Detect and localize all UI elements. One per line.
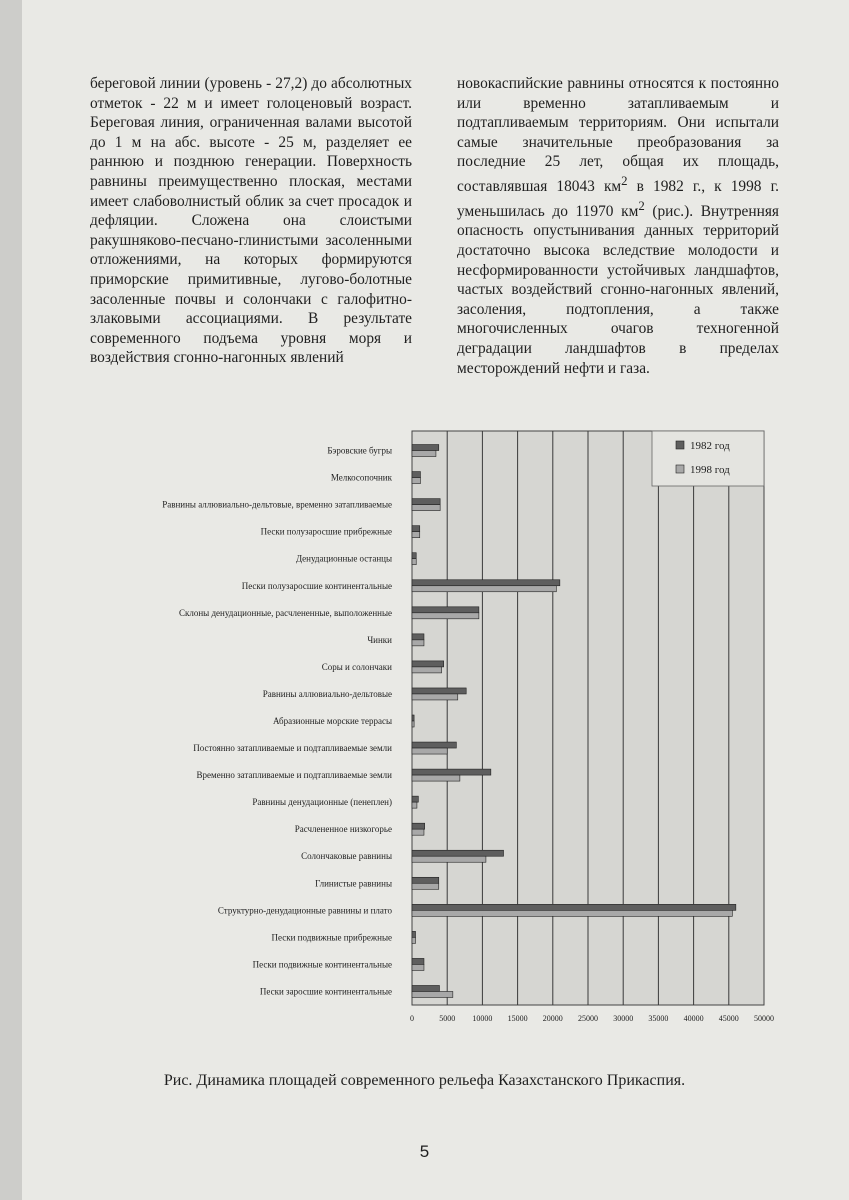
bar-1982 bbox=[412, 985, 439, 991]
bar-1982 bbox=[412, 850, 504, 856]
category-label: Пески полузаросшие континентальные bbox=[241, 580, 392, 591]
bar-1982 bbox=[412, 634, 424, 640]
bar-1998 bbox=[412, 586, 556, 592]
bar-1982 bbox=[412, 931, 416, 937]
bar-1982 bbox=[412, 499, 440, 505]
bar-1982 bbox=[412, 877, 439, 883]
category-label: Чинки bbox=[367, 634, 392, 645]
paragraph-right-part-1: новокаспийские равнины относятся к постоянно или временно затапливаемым и подтапливаемым территориям. Они испытали самые значительные преобразования за последние 25 лет, общая их площадь, составлявшая 18043 км bbox=[457, 75, 779, 196]
x-tick-label: 45000 bbox=[718, 1014, 739, 1023]
bar-1982 bbox=[412, 553, 416, 559]
bar-1998 bbox=[412, 613, 479, 619]
category-label: Расчлененное низкогорье bbox=[294, 824, 392, 835]
bar-1982 bbox=[412, 715, 414, 721]
bar-1998 bbox=[412, 478, 420, 484]
x-tick-label: 5000 bbox=[439, 1014, 456, 1023]
x-tick-label: 30000 bbox=[613, 1014, 634, 1023]
paragraph-right bbox=[457, 74, 779, 378]
bar-1982 bbox=[412, 742, 456, 748]
bar-1982 bbox=[412, 823, 425, 829]
superscript-1: 2 bbox=[621, 173, 628, 188]
bar-1998 bbox=[412, 721, 414, 727]
paragraph-right-part-2: в 1982 г., к 1998 г. уменьшилась до 11970 км bbox=[457, 178, 779, 220]
superscript-2: 2 bbox=[638, 198, 645, 213]
bar-1998 bbox=[412, 748, 447, 754]
bar-1998 bbox=[412, 559, 416, 565]
x-tick-label: 10000 bbox=[472, 1014, 493, 1023]
category-label: Мелкосопочник bbox=[330, 472, 392, 483]
chart-svg bbox=[108, 428, 780, 1023]
legend-swatch bbox=[676, 441, 684, 449]
x-tick-label: 20000 bbox=[542, 1014, 563, 1023]
bar-1982 bbox=[412, 445, 439, 451]
bar-1982 bbox=[412, 607, 479, 613]
category-label: Структурно-денудационные равнины и плато bbox=[217, 905, 392, 916]
bar-1998 bbox=[412, 991, 453, 997]
bar-1982 bbox=[412, 688, 466, 694]
x-tick-label: 35000 bbox=[648, 1014, 669, 1023]
x-tick-label: 0 bbox=[410, 1014, 414, 1023]
text-column-right bbox=[457, 74, 779, 378]
category-label: Соры и солончаки bbox=[321, 661, 392, 672]
category-label: Пески полузаросшие прибрежные bbox=[260, 526, 392, 537]
bar-1998 bbox=[412, 694, 458, 700]
category-label: Равнины аллювиально-дельтовые, временно затапливаемые bbox=[162, 499, 392, 510]
bar-1998 bbox=[412, 667, 442, 673]
bar-1998 bbox=[412, 856, 486, 862]
category-label: Склоны денудационные, расчлененные, выположенные bbox=[178, 607, 392, 618]
bar-1982 bbox=[412, 472, 420, 478]
category-label: Пески подвижные прибрежные bbox=[271, 932, 392, 943]
bar-1998 bbox=[412, 802, 417, 808]
paragraph-left: береговой линии (уровень - 27,2) до абсолютных отметок - 22 м и имеет голоценовый возраст. Береговая линия, ограниченная валами высотой до 1 м на абс. высоте - 25 м, разделяет ее раннюю и позднюю генерации. Поверхность равнины преимущественно плоская, местами имеет слабоволнистый облик за счет просадок и дефляции. Сложена она слоистыми ракушняково-песчано-глинистыми засоленными отложениями, на которых формируются приморские примитивные, лугово-болотные засоленные почвы и солончаки с галофитно-злаковыми ассоциациями. В результате современного подъема уровня моря и воздействия сгонно-нагонных явлений bbox=[90, 75, 412, 367]
bar-1998 bbox=[412, 964, 424, 970]
legend-label: 1982 год bbox=[690, 440, 730, 452]
bar-1998 bbox=[412, 532, 420, 538]
bar-1998 bbox=[412, 937, 416, 943]
bar-1998 bbox=[412, 775, 460, 781]
category-label: Временно затапливаемые и подтапливаемые земли bbox=[196, 770, 392, 781]
x-tick-label: 40000 bbox=[683, 1014, 704, 1023]
paragraph-right-part-3: (рис.). Внутренняя опасность опустынивания данных территорий достаточно высока вследствие молодости и несформированности устойчивых ландшафтов, частых воздействий сгонно-нагонных явлений, засоления, подтопления, а также многочисленных очагов техногенной деградации ландшафтов в пределах месторождений нефти и газа. bbox=[457, 202, 779, 377]
figure-caption: Рис. Динамика площадей современного рельефа Казахстанского Прикаспия. bbox=[163, 1072, 686, 1089]
bar-1998 bbox=[412, 640, 424, 646]
bar-1982 bbox=[412, 958, 424, 964]
bar-1982 bbox=[412, 526, 420, 532]
bar-1982 bbox=[412, 661, 444, 667]
category-label: Глинистые равнины bbox=[315, 878, 392, 889]
bar-1998 bbox=[412, 829, 424, 835]
category-label: Абразионные морские террасы bbox=[273, 716, 392, 726]
x-tick-label: 25000 bbox=[578, 1014, 598, 1023]
category-label: Бэровские бугры bbox=[327, 445, 392, 456]
bar-1998 bbox=[412, 883, 439, 889]
bar-1998 bbox=[412, 451, 436, 457]
text-column-left bbox=[90, 74, 412, 368]
category-label: Пески подвижные континентальные bbox=[252, 959, 392, 970]
legend-swatch bbox=[676, 465, 684, 473]
category-label: Равнины денудационные (пенеплен) bbox=[252, 797, 392, 808]
x-tick-label: 15000 bbox=[507, 1014, 528, 1023]
category-label: Солончаковые равнины bbox=[301, 851, 392, 862]
bar-1982 bbox=[412, 796, 418, 802]
bar-1982 bbox=[412, 904, 736, 910]
category-label: Денудационные останцы bbox=[295, 553, 392, 564]
bar-1998 bbox=[412, 910, 732, 916]
x-tick-label: 50000 bbox=[754, 1014, 774, 1023]
category-label: Пески заросшие континентальные bbox=[259, 986, 392, 997]
bar-1982 bbox=[412, 769, 491, 775]
bar-1982 bbox=[412, 580, 560, 586]
legend-label: 1998 год bbox=[690, 464, 730, 476]
category-label: Постоянно затапливаемые и подтапливаемые земли bbox=[193, 743, 392, 754]
bar-1998 bbox=[412, 505, 440, 511]
category-label: Равнины аллювиально-дельтовые bbox=[262, 688, 392, 699]
area-dynamics-chart bbox=[108, 428, 780, 1023]
page-number: 5 bbox=[419, 1142, 430, 1161]
